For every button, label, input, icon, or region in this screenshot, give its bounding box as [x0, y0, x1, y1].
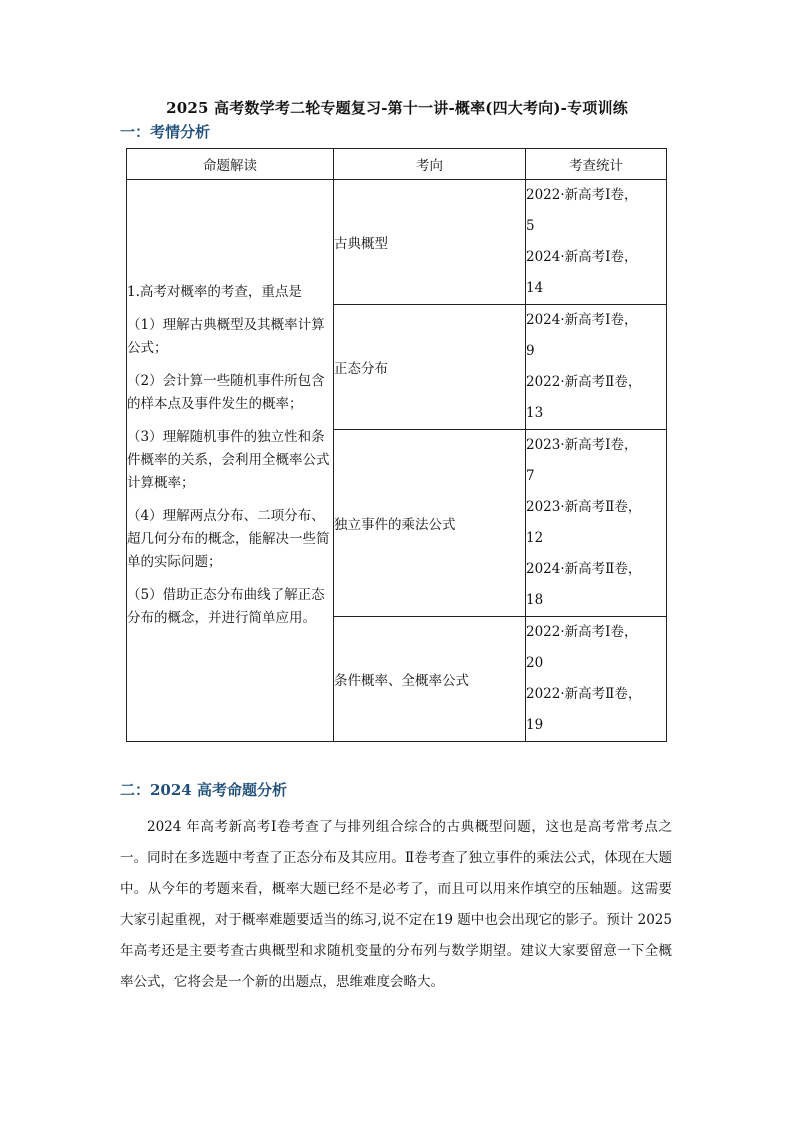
interpretation-line: （2）会计算一些随机事件所包含的样本点及事件发生的概率； — [127, 373, 325, 412]
stat-line: 2022·新高考Ⅱ卷， — [526, 686, 642, 702]
stat-line: 19 — [526, 717, 544, 733]
header-interpretation: 命题解读 — [127, 149, 334, 180]
stat-line: 2022·新高考Ⅱ卷， — [526, 374, 642, 390]
stat-line: 7 — [526, 468, 535, 484]
stat-line: 13 — [526, 405, 544, 421]
stat-line: 2024·新高考Ⅱ卷， — [526, 561, 642, 577]
section-heading-2024-analysis: 二：2024 高考命题分析 — [120, 781, 287, 799]
interpretation-cell — [127, 180, 334, 742]
stat-line: 2022·新高考Ⅰ卷， — [526, 187, 638, 203]
direction-cell: 独立事件的乘法公式 — [334, 430, 526, 617]
analysis-paragraph: 2024 年高考新高考Ⅰ卷考查了与排列组合综合的古典概型问题，这也是高考常考点之一。同时在多选题中考查了正态分布及其应用。Ⅱ卷考查了独立事件的乘法公式，体现在大题中。从今年的考题来看，概率大题已经不是必考了，而且可以用来作填空的压轴题。这需要大家引起重视，对于概率难题要适当的练习,说不定在19 题中也会出现它的影子。预计 2025 年高考还是主要考查古典概型和求随机变量的分布列与数学期望。建议大家要留意一下全概率公式，它将会是一个新的出题点，思维难度会略大。 — [120, 819, 672, 990]
stat-line: 2023·新高考Ⅱ卷， — [526, 499, 642, 515]
interpretation-line: （4）理解两点分布、二项分布、超几何分布的概念，能解决一些简单的实际问题； — [127, 508, 330, 570]
stat-line: 5 — [526, 218, 535, 234]
stat-line: 2024·新高考Ⅰ卷， — [526, 249, 638, 265]
stat-line: 2024·新高考Ⅰ卷， — [526, 312, 638, 328]
section-heading-exam-analysis: 一：考情分析 — [120, 123, 211, 141]
statistics-cell — [526, 305, 667, 430]
header-direction: 考向 — [334, 149, 526, 180]
stat-line: 2022·新高考Ⅰ卷， — [526, 624, 638, 640]
interpretation-line: （1）理解古典概型及其概率计算公式； — [127, 317, 325, 356]
header-statistics: 考查统计 — [526, 149, 667, 180]
interpretation-line: （3）理解随机事件的独立性和条件概率的关系，会利用全概率公式计算概率； — [127, 429, 330, 491]
direction-cell: 古典概型 — [334, 180, 526, 305]
stat-line: 2023·新高考Ⅰ卷， — [526, 437, 638, 453]
table-row — [127, 180, 667, 305]
statistics-cell — [526, 430, 667, 617]
interpretation-line: 1.高考对概率的考查，重点是 — [127, 284, 302, 300]
stat-line: 12 — [526, 530, 544, 546]
stat-line: 18 — [526, 592, 544, 608]
direction-cell: 正态分布 — [334, 305, 526, 430]
stat-line: 20 — [526, 655, 544, 671]
exam-analysis-table — [126, 148, 667, 742]
statistics-cell — [526, 180, 667, 305]
table-header-row — [127, 149, 667, 180]
stat-line: 9 — [526, 343, 535, 359]
statistics-cell — [526, 617, 667, 742]
document-title: 2025 高考数学考二轮专题复习-第十一讲-概率(四大考向)-专项训练 — [166, 99, 628, 117]
stat-line: 14 — [526, 280, 544, 296]
direction-cell: 条件概率、全概率公式 — [334, 617, 526, 742]
interpretation-line: （5）借助正态分布曲线了解正态分布的概念，并进行简单应用。 — [127, 587, 325, 626]
